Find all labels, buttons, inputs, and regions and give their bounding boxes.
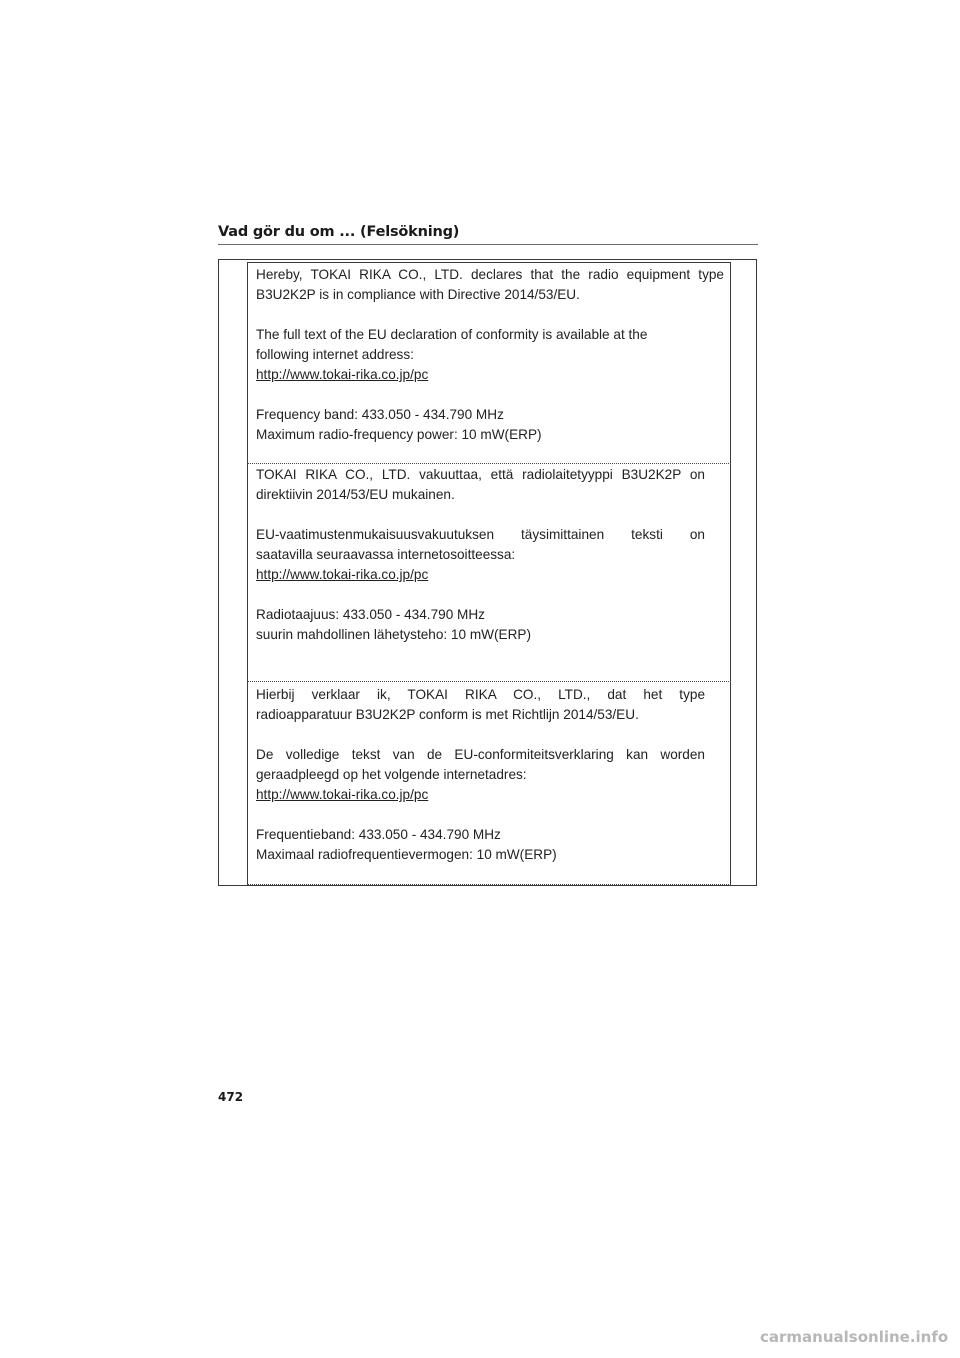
- page-number: 472: [218, 1090, 244, 1104]
- declaration-line: TOKAI RIKA CO., LTD. vakuuttaa, että radiolaitetyyppi B3U2K2P on: [256, 467, 705, 482]
- fulltext-line: The full text of the EU declaration of conformity is available at the: [256, 327, 648, 342]
- frequency-band: Radiotaajuus: 433.050 - 434.790 MHz: [256, 607, 485, 622]
- header-rule: [218, 244, 758, 245]
- fulltext-line: EU-vaatimustenmukaisuusvakuutuksen täysimittainen teksti on: [256, 527, 705, 542]
- fulltext-line: saatavilla seuraavassa internetosoitteessa:: [256, 547, 516, 562]
- section-separator: [247, 463, 731, 464]
- fulltext-line: geraadpleegd op het volgende internetadres:: [256, 767, 527, 782]
- declaration-url-link[interactable]: http://www.tokai-rika.co.jp/pc: [256, 567, 429, 582]
- fulltext-line: following internet address:: [256, 347, 414, 362]
- max-power: Maximum radio-frequency power: 10 mW(ERP): [256, 427, 542, 442]
- declaration-line: direktiivin 2014/53/EU mukainen.: [256, 487, 455, 502]
- declaration-section-nl: [256, 685, 705, 865]
- max-power: suurin mahdollinen lähetysteho: 10 mW(ERP): [256, 627, 532, 642]
- declaration-line: B3U2K2P is in compliance with Directive 2014/53/EU.: [256, 287, 580, 302]
- declaration-section-fi: [256, 465, 705, 645]
- declaration-line: radioapparatuur B3U2K2P conform is met Richtlijn 2014/53/EU.: [256, 707, 639, 722]
- section-separator: [247, 681, 731, 682]
- section-separator: [247, 884, 731, 885]
- declaration-line: Hierbij verklaar ik, TOKAI RIKA CO., LTD., dat het type: [256, 687, 705, 702]
- frequency-band: Frequency band: 433.050 - 434.790 MHz: [256, 407, 504, 422]
- declaration-url-link[interactable]: http://www.tokai-rika.co.jp/pc: [256, 787, 429, 802]
- frequency-band: Frequentieband: 433.050 - 434.790 MHz: [256, 827, 501, 842]
- declaration-line: Hereby, TOKAI RIKA CO., LTD. declares that the radio equipment type: [256, 267, 724, 282]
- declaration-section-en: [256, 265, 724, 445]
- declaration-url-link[interactable]: http://www.tokai-rika.co.jp/pc: [256, 367, 429, 382]
- fulltext-line: De volledige tekst van de EU-conformiteitsverklaring kan worden: [256, 747, 705, 762]
- max-power: Maximaal radiofrequentievermogen: 10 mW(ERP): [256, 847, 557, 862]
- page-header-title: Vad gör du om ... (Felsökning): [218, 224, 460, 240]
- footer-watermark: carmanualsonline.info: [760, 1328, 949, 1346]
